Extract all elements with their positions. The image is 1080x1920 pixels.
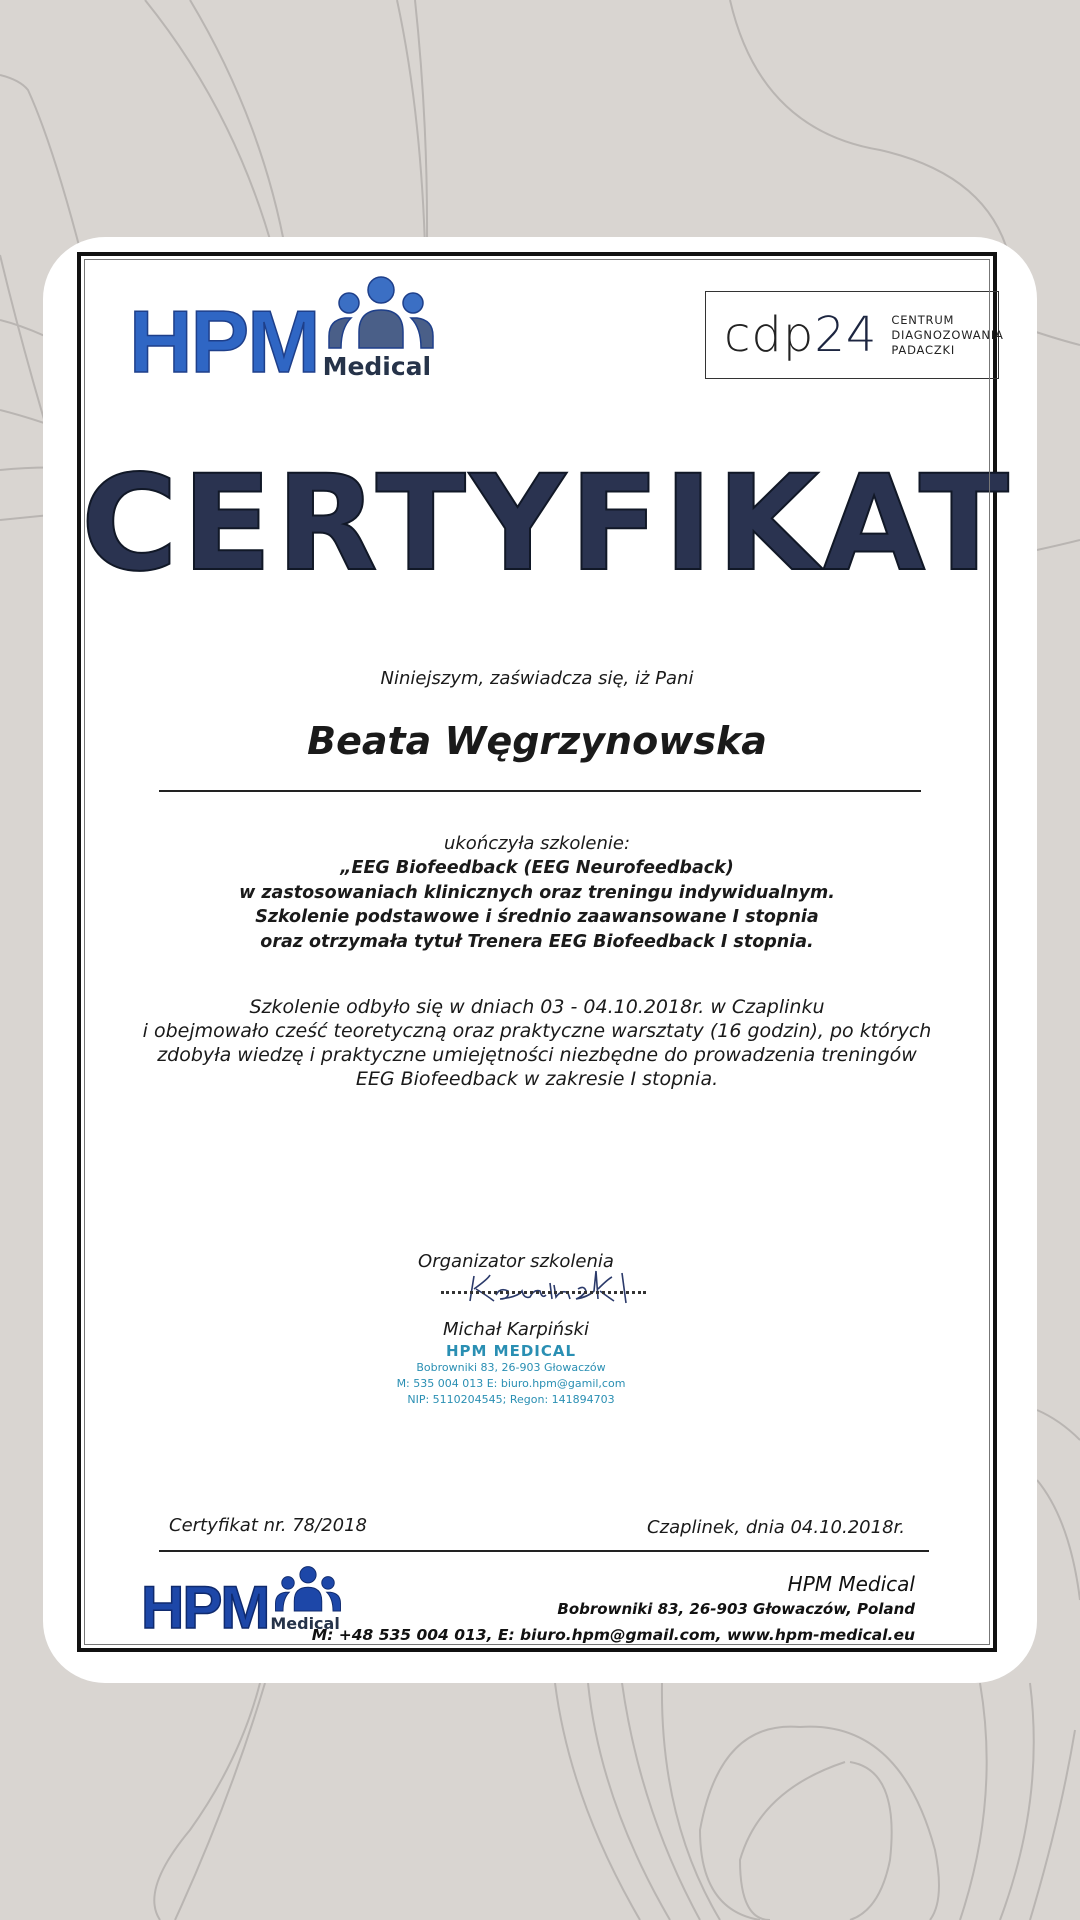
- signature-icon: [438, 1261, 648, 1311]
- certificate-card: [43, 237, 1037, 1683]
- cdp-letters: cdp: [724, 307, 815, 363]
- cdp-number: 24: [814, 307, 878, 363]
- certificate-frame: [77, 252, 1013, 1652]
- cdp24-logo: [705, 291, 1004, 379]
- stamp-title: HPM MEDICAL: [445, 1342, 577, 1360]
- course-line: oraz otrzymała tytuł Trenera EEG Biofeedback I stopnia.: [260, 931, 814, 952]
- signature-line: [441, 1291, 646, 1294]
- footer-company-name: HPM Medical: [787, 1572, 915, 1596]
- organizer-name: Michał Karpiński: [443, 1319, 589, 1340]
- course-description: [81, 856, 993, 954]
- cdp-line: DIAGNOZOWANIA: [891, 327, 1004, 342]
- details-line: i obejmowało cześć teoretyczną oraz praktyczne warsztaty (16 godzin), po których: [142, 1020, 932, 1042]
- footer-hpm-logo: [141, 1572, 346, 1641]
- cdp24-mark: [724, 307, 878, 363]
- footer-hpm-subtitle: Medical: [270, 1614, 340, 1633]
- certificate-title: CERTYFIKAT: [81, 447, 1013, 601]
- stamp-line: M: 535 004 013 E: biuro.hpm@gamil,com: [396, 1377, 626, 1390]
- cdp24-caption: [891, 313, 1003, 358]
- footer-hpm-letters: HPM: [141, 1574, 269, 1641]
- footer-people-group-icon: [270, 1566, 346, 1616]
- people-group-icon: [321, 276, 441, 356]
- place-date: Czaplinek, dnia 04.10.2018r.: [647, 1517, 905, 1538]
- details-line: EEG Biofeedback w zakresie I stopnia.: [355, 1068, 719, 1090]
- organizer-label: Organizator szkolenia: [418, 1251, 614, 1272]
- stamp-line: Bobrowniki 83, 26-903 Głowaczów: [416, 1361, 606, 1374]
- details-line: zdobyła wiedzę i praktyczne umiejętności niezbędne do prowadzenia treningów: [157, 1044, 917, 1066]
- certificate-number: Certyfikat nr. 78/2018: [169, 1515, 367, 1536]
- course-line: w zastosowaniach klinicznych oraz treningu indywidualnym.: [239, 882, 835, 903]
- name-underline: [159, 790, 921, 792]
- hpm-logo-subtitle: Medical: [322, 352, 432, 381]
- stamp-line: NIP: 5110204545; Regon: 141894703: [407, 1393, 615, 1406]
- cdp-line: CENTRUM: [891, 312, 955, 327]
- footer-contact: M: +48 535 004 013, E: biuro.hpm@gmail.com, www.hpm-medical.eu: [311, 1626, 915, 1644]
- footer-divider: [159, 1550, 929, 1552]
- details-line: Szkolenie odbyło się w dniach 03 - 04.10.2018r. w Czaplinku: [249, 996, 825, 1018]
- hpm-logo-letters: HPM: [129, 292, 319, 391]
- cdp-line: PADACZKI: [891, 342, 956, 357]
- footer-address: Bobrowniki 83, 26-903 Głowaczów, Poland: [557, 1600, 915, 1618]
- intro-text: Niniejszym, zaświadcza się, iż Pani: [380, 668, 694, 689]
- training-details: [81, 995, 993, 1091]
- company-stamp: [371, 1342, 651, 1408]
- recipient-name: Beata Węgrzynowska: [307, 719, 767, 763]
- course-line: „EEG Biofeedback (EEG Neurofeedback): [340, 858, 734, 878]
- course-line: Szkolenie podstawowe i średnio zaawansowane I stopnia: [255, 907, 819, 927]
- hpm-medical-logo: [129, 276, 441, 391]
- completed-label: ukończyła szkolenie:: [443, 833, 631, 854]
